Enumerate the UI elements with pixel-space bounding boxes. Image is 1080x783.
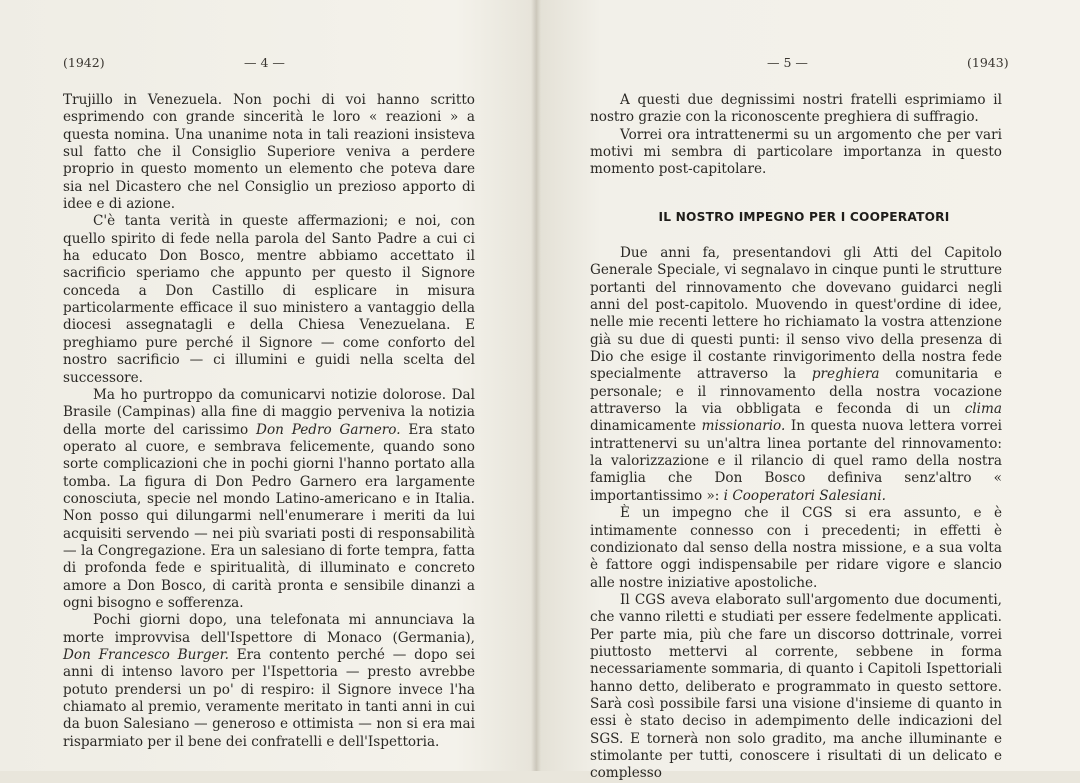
left-paragraph-3-text-a: Ma ho purtroppo da comunicarvi notizie dolorose. Dal Brasile (Campinas) alla fine di maggio perveniva la notizia della morte del carissimo xyxy=(63,386,475,438)
emphasis-clima: clima xyxy=(964,401,1002,418)
right-paragraph-2: Vorrei ora intrattenermi su un argomento che per vari motivi mi sembra di particolare importanza in questo momento post-capitolare. xyxy=(590,126,1002,178)
left-paragraph-3-text-b: Era stato operato al cuore, e sembrava felicemente, quando sono sorte complicazioni che in pochi giorni l'hanno portato alla tomba. La figura di Don Pedro Garnero era largamente conosciuta, specie nel mondo Latino-americano e in Italia. Non posso qui dilungarmi nell'enumerare i meriti da lui acquisiti servendo — nei più svariati posti di responsabilità — la Congregazione. Era un salesiano di forte tempra, fatta di profonda fede e spiritualità, di illuminato e concreto amore a Don Bosco, di carità pronta e sensibile dinanzi a ogni bisogno e sofferenza. xyxy=(63,421,475,611)
right-paragraph-3-text-d: In questa nuova lettera vorrei intrattenervi su un'altra linea portante del rinnovamento: la valorizzazione e il rilancio di quel ramo della nostra famiglia che Don Bosco definiva senz'altro « importantissimo »: xyxy=(590,418,1002,504)
left-year: (1942) xyxy=(63,55,105,70)
book-gutter xyxy=(531,0,541,771)
emphasis-missionario: missionario. xyxy=(701,418,786,435)
right-paragraph-3 xyxy=(590,245,1002,505)
left-paragraph-1: Trujillo in Venezuela. Non pochi di voi hanno scritto esprimendo con grande sincerità le loro « reazioni » a questa nomina. Una unanime nota in tali reazioni insisteva sul fatto che il Consiglio Superiore veniva a perdere proprio in questo momento un elemento che poteva dare sia nel Dicastero che nel Consiglio un prezioso apporto di idee e di azione. xyxy=(63,92,475,213)
right-paragraph-3-text-b: comunitaria e personale; e il rinnovamento della nostra vocazione attraverso la via obbligata e feconda di un xyxy=(590,366,1003,418)
right-paragraph-1: A questi due degnissimi nostri fratelli esprimiamo il nostro grazie con la riconoscente preghiera di suffragio. xyxy=(590,92,1002,126)
section-heading: IL NOSTRO IMPEGNO PER I COOPERATORI xyxy=(658,210,950,224)
left-paragraph-4-text-a: Pochi giorni dopo, una telefonata mi annunciava la morte improvvisa dell'Ispettore di Monaco (Germania), xyxy=(63,612,475,646)
left-paragraph-4 xyxy=(63,612,475,751)
right-page-number: — 5 — xyxy=(767,55,808,70)
right-main-block xyxy=(590,245,1002,783)
name-francesco-burger: Don Francesco Burger. xyxy=(63,647,229,663)
emphasis-preghiera: preghiera xyxy=(811,366,880,383)
name-pedro-garnero: Don Pedro Garnero. xyxy=(256,421,401,438)
left-paragraph-2: C'è tanta verità in queste affermazioni; e noi, con quello spirito di fede nella parola del Santo Padre a cui ci ha educato Don Bosco, mentre abbiamo accettato il sacrificio speriamo che appunto per questo il Signore conceda a Don Castillo di esplicare in misura particolarmente efficace il suo ministero a vantaggio della diocesi assegnatagli e della Chiesa Venezuelana. E preghiamo pure perché il Signore — come conforto del nostro sacrificio — ci illumini e guidi nella scelta del successore. xyxy=(63,213,475,386)
right-paragraph-5: Il CGS aveva elaborato sull'argomento due documenti, che vanno riletti e studiati per essere fedelmente applicati. Per parte mia, più che fare un discorso dottrinale, vorrei piuttosto mettervi al corrente, sebbene in forma necessariamente sommaria, di quanto i Capitoli Ispettoriali hanno detto, deliberato e programmato in questo settore. Sarà così possibile farsi una visione d'insieme di quanto in essi è stato deciso in adempimento delle indicazioni del SGS. E tornerà non solo gradito, ma anche illuminante e stimolante per tutti, conoscere i risultati di un delicato e complesso xyxy=(590,591,1002,782)
left-page-number: — 4 — xyxy=(244,55,285,70)
right-paragraph-3-text-c: dinamicamente xyxy=(590,418,702,435)
left-paragraph-3 xyxy=(63,387,475,612)
emphasis-cooperatori: i Cooperatori Salesiani. xyxy=(723,487,886,504)
left-paragraph-4-text-b: Era contento perché — dopo sei anni di intenso lavoro per l'Ispettoria — presto avrebbe potuto prendersi un po' di respiro: il Signore invece l'ha chiamato al premio, veramente meritato in tanti anni in cui da buon Salesiano — generoso e ottimista — non si era mai risparmiato per il bene dei confratelli e dell'Ispettoria. xyxy=(63,647,475,750)
left-page xyxy=(0,0,536,771)
right-paragraph-4: È un impegno che il CGS si era assunto, e è intimamente connesso con i precedenti; in effetti è condizionato dal senso della nostra missione, e a sua volta è fattore oggi indispensabile per ridare vigore e slancio alle nostre iniziative apostoliche. xyxy=(590,505,1002,591)
right-intro-block xyxy=(590,92,1002,179)
left-text-block xyxy=(63,92,475,751)
right-paragraph-3-text-a: Due anni fa, presentandovi gli Atti del Capitolo Generale Speciale, vi segnalavo in cinque punti le strutture portanti del rinnovamento che dovevano guidarci negli anni del post-capitolo. Muovendo in quest'ordine di idee, nelle mie recenti lettere ho richiamato la vostra attenzione già su due di questi punti: il senso vivo della presenza di Dio che esige il costante rinvigorimento della nostra fede specialmente attraverso la xyxy=(590,245,1002,383)
right-year: (1943) xyxy=(967,55,1009,70)
